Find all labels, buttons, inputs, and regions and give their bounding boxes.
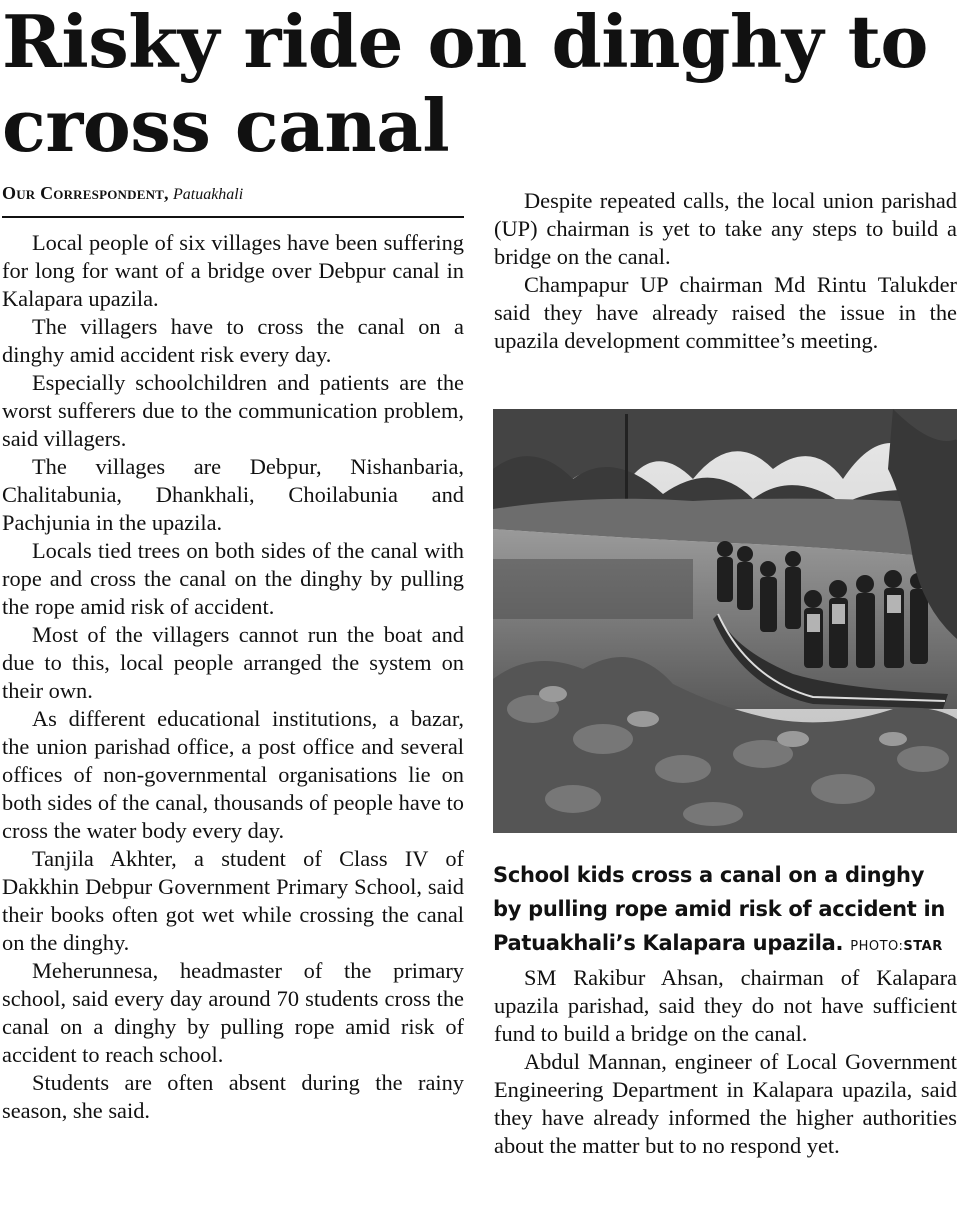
paragraph: As different educational institutions, a bazar, the union parishad office, a post office and several offices of non-governmental organisations lie on both sides of the canal, thousands of people have to cross the water body every day.	[2, 706, 464, 843]
byline-place: Patuakhali	[172, 186, 244, 203]
paragraph: The villages are Debpur, Nishanbaria, Chalitabunia, Dhankhali, Choilabunia and Pachjunia in the upazila.	[2, 454, 464, 535]
paragraph: Local people of six villages have been suffering for long for want of a bridge over Debpur canal in Kalapara upazila.	[2, 230, 464, 311]
paragraph: Champapur UP chairman Md Rintu Talukder said they have already raised the issue in the upazila development committee’s meeting.	[494, 272, 957, 353]
credit-prefix: PHOTO:	[850, 939, 904, 954]
left-column	[2, 229, 464, 1125]
paragraph: The villagers have to cross the canal on a dinghy amid accident risk every day.	[2, 314, 464, 367]
paragraph: Tanjila Akhter, a student of Class IV of Dakkhin Debpur Government Primary School, said their books often got wet while crossing the canal on the dinghy.	[2, 846, 464, 955]
paragraph: Most of the villagers cannot run the boat and due to this, local people arranged the system on their own.	[2, 622, 464, 703]
photo-illustration	[493, 409, 957, 833]
paragraph: Locals tied trees on both sides of the canal with rope and cross the canal on the dinghy by pulling the rope amid risk of accident.	[2, 538, 464, 619]
paragraph: Students are often absent during the rainy season, she said.	[2, 1070, 464, 1123]
caption-text: School kids cross a canal on a dinghy by pulling rope amid risk of accident in Patuakhali’s Kalapara upazila.	[493, 863, 946, 955]
right-column-bottom	[494, 964, 957, 1160]
byline-name: Our Correspondent,	[2, 183, 169, 203]
paragraph: Especially schoolchildren and patients are the worst sufferers due to the communication problem, said villagers.	[2, 370, 464, 451]
credit-source: STAR	[903, 939, 943, 954]
paragraph: Abdul Mannan, engineer of Local Government Engineering Department in Kalapara upazila, said they have already informed the higher authorities about the matter but to no respond yet.	[494, 1049, 957, 1158]
paragraph: Meherunnesa, headmaster of the primary school, said every day around 70 students cross the canal on a dinghy by pulling rope amid risk of accident to reach school.	[2, 958, 464, 1067]
right-column-top	[494, 187, 957, 355]
photo-caption	[493, 858, 957, 964]
headline: Risky ride on dinghy to cross canal	[2, 0, 928, 168]
paragraph: Despite repeated calls, the local union parishad (UP) chairman is yet to take any steps to build a bridge on the canal.	[494, 188, 957, 269]
paragraph: SM Rakibur Ahsan, chairman of Kalapara upazila parishad, said they do not have sufficient fund to build a bridge on the canal.	[494, 965, 957, 1046]
photo-credit	[850, 939, 942, 954]
byline	[2, 181, 464, 218]
news-photo	[493, 409, 957, 833]
